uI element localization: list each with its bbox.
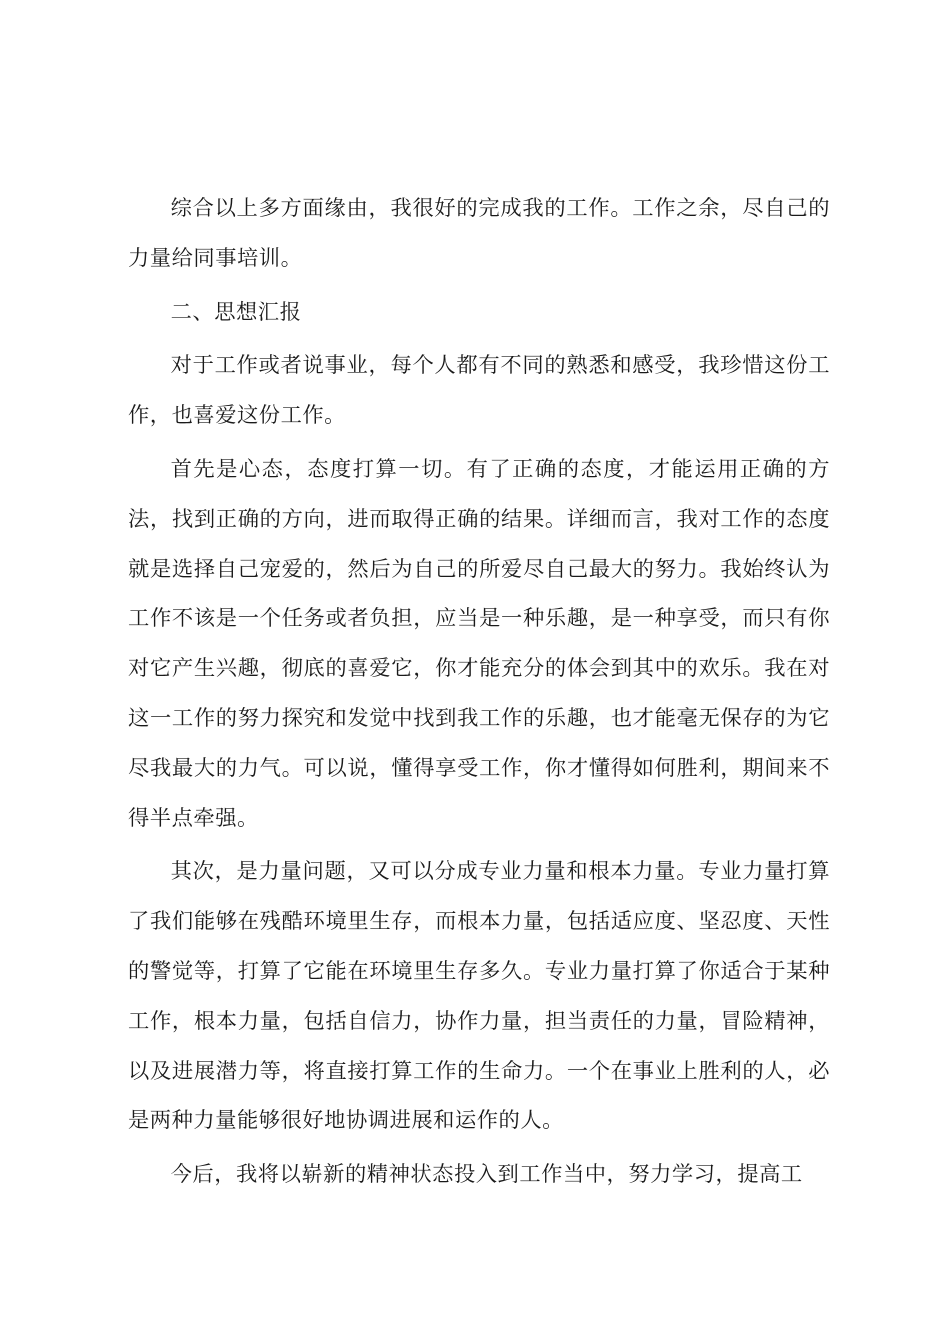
paragraph-attitude: 首先是心态，态度打算一切。有了正确的态度，才能运用正确的方法，找到正确的方向，进而取得正确的结果。详细而言，我对工作的态度就是选择自己宠爱的，然后为自己的所爱尽自己最大的努力。我始终认为工作不该是一个任务或者负担，应当是一种乐趣，是一种享受，而只有你对它产生兴趣，彻底的喜爱它，你才能充分的体会到其中的欢乐。我在对这一工作的努力探究和发觉中找到我工作的乐趣，也才能毫无保存的为它尽我最大的力气。可以说，懂得享受工作，你才懂得如何胜利，期间来不得半点牵强。: [128, 456, 830, 831]
section-heading: 二、思想汇报: [170, 299, 302, 325]
paragraph-work-view: 对于工作或者说事业，每个人都有不同的熟悉和感受，我珍惜这份工作，也喜爱这份工作。: [128, 353, 830, 429]
paragraph-ability: 其次，是力量问题，又可以分成专业力量和根本力量。专业力量打算了我们能够在残酷环境里生存，而根本力量，包括适应度、坚忍度、天性的警觉等，打算了它能在环境里生存多久。专业力量打算了你适合于某种工作，根本力量，包括自信力，协作力量，担当责任的力量，冒险精神，以及进展潜力等，将直接打算工作的生命力。一个在事业上胜利的人，必是两种力量能够很好地协调进展和运作的人。: [128, 859, 830, 1134]
document-body: [128, 184, 830, 1204]
paragraph-summary: 综合以上多方面缘由，我很好的完成我的工作。工作之余，尽自己的力量给同事培训。: [128, 196, 830, 271]
paragraph-future: 今后，我将以崭新的精神状态投入到工作当中，努力学习，提高工: [170, 1162, 803, 1188]
